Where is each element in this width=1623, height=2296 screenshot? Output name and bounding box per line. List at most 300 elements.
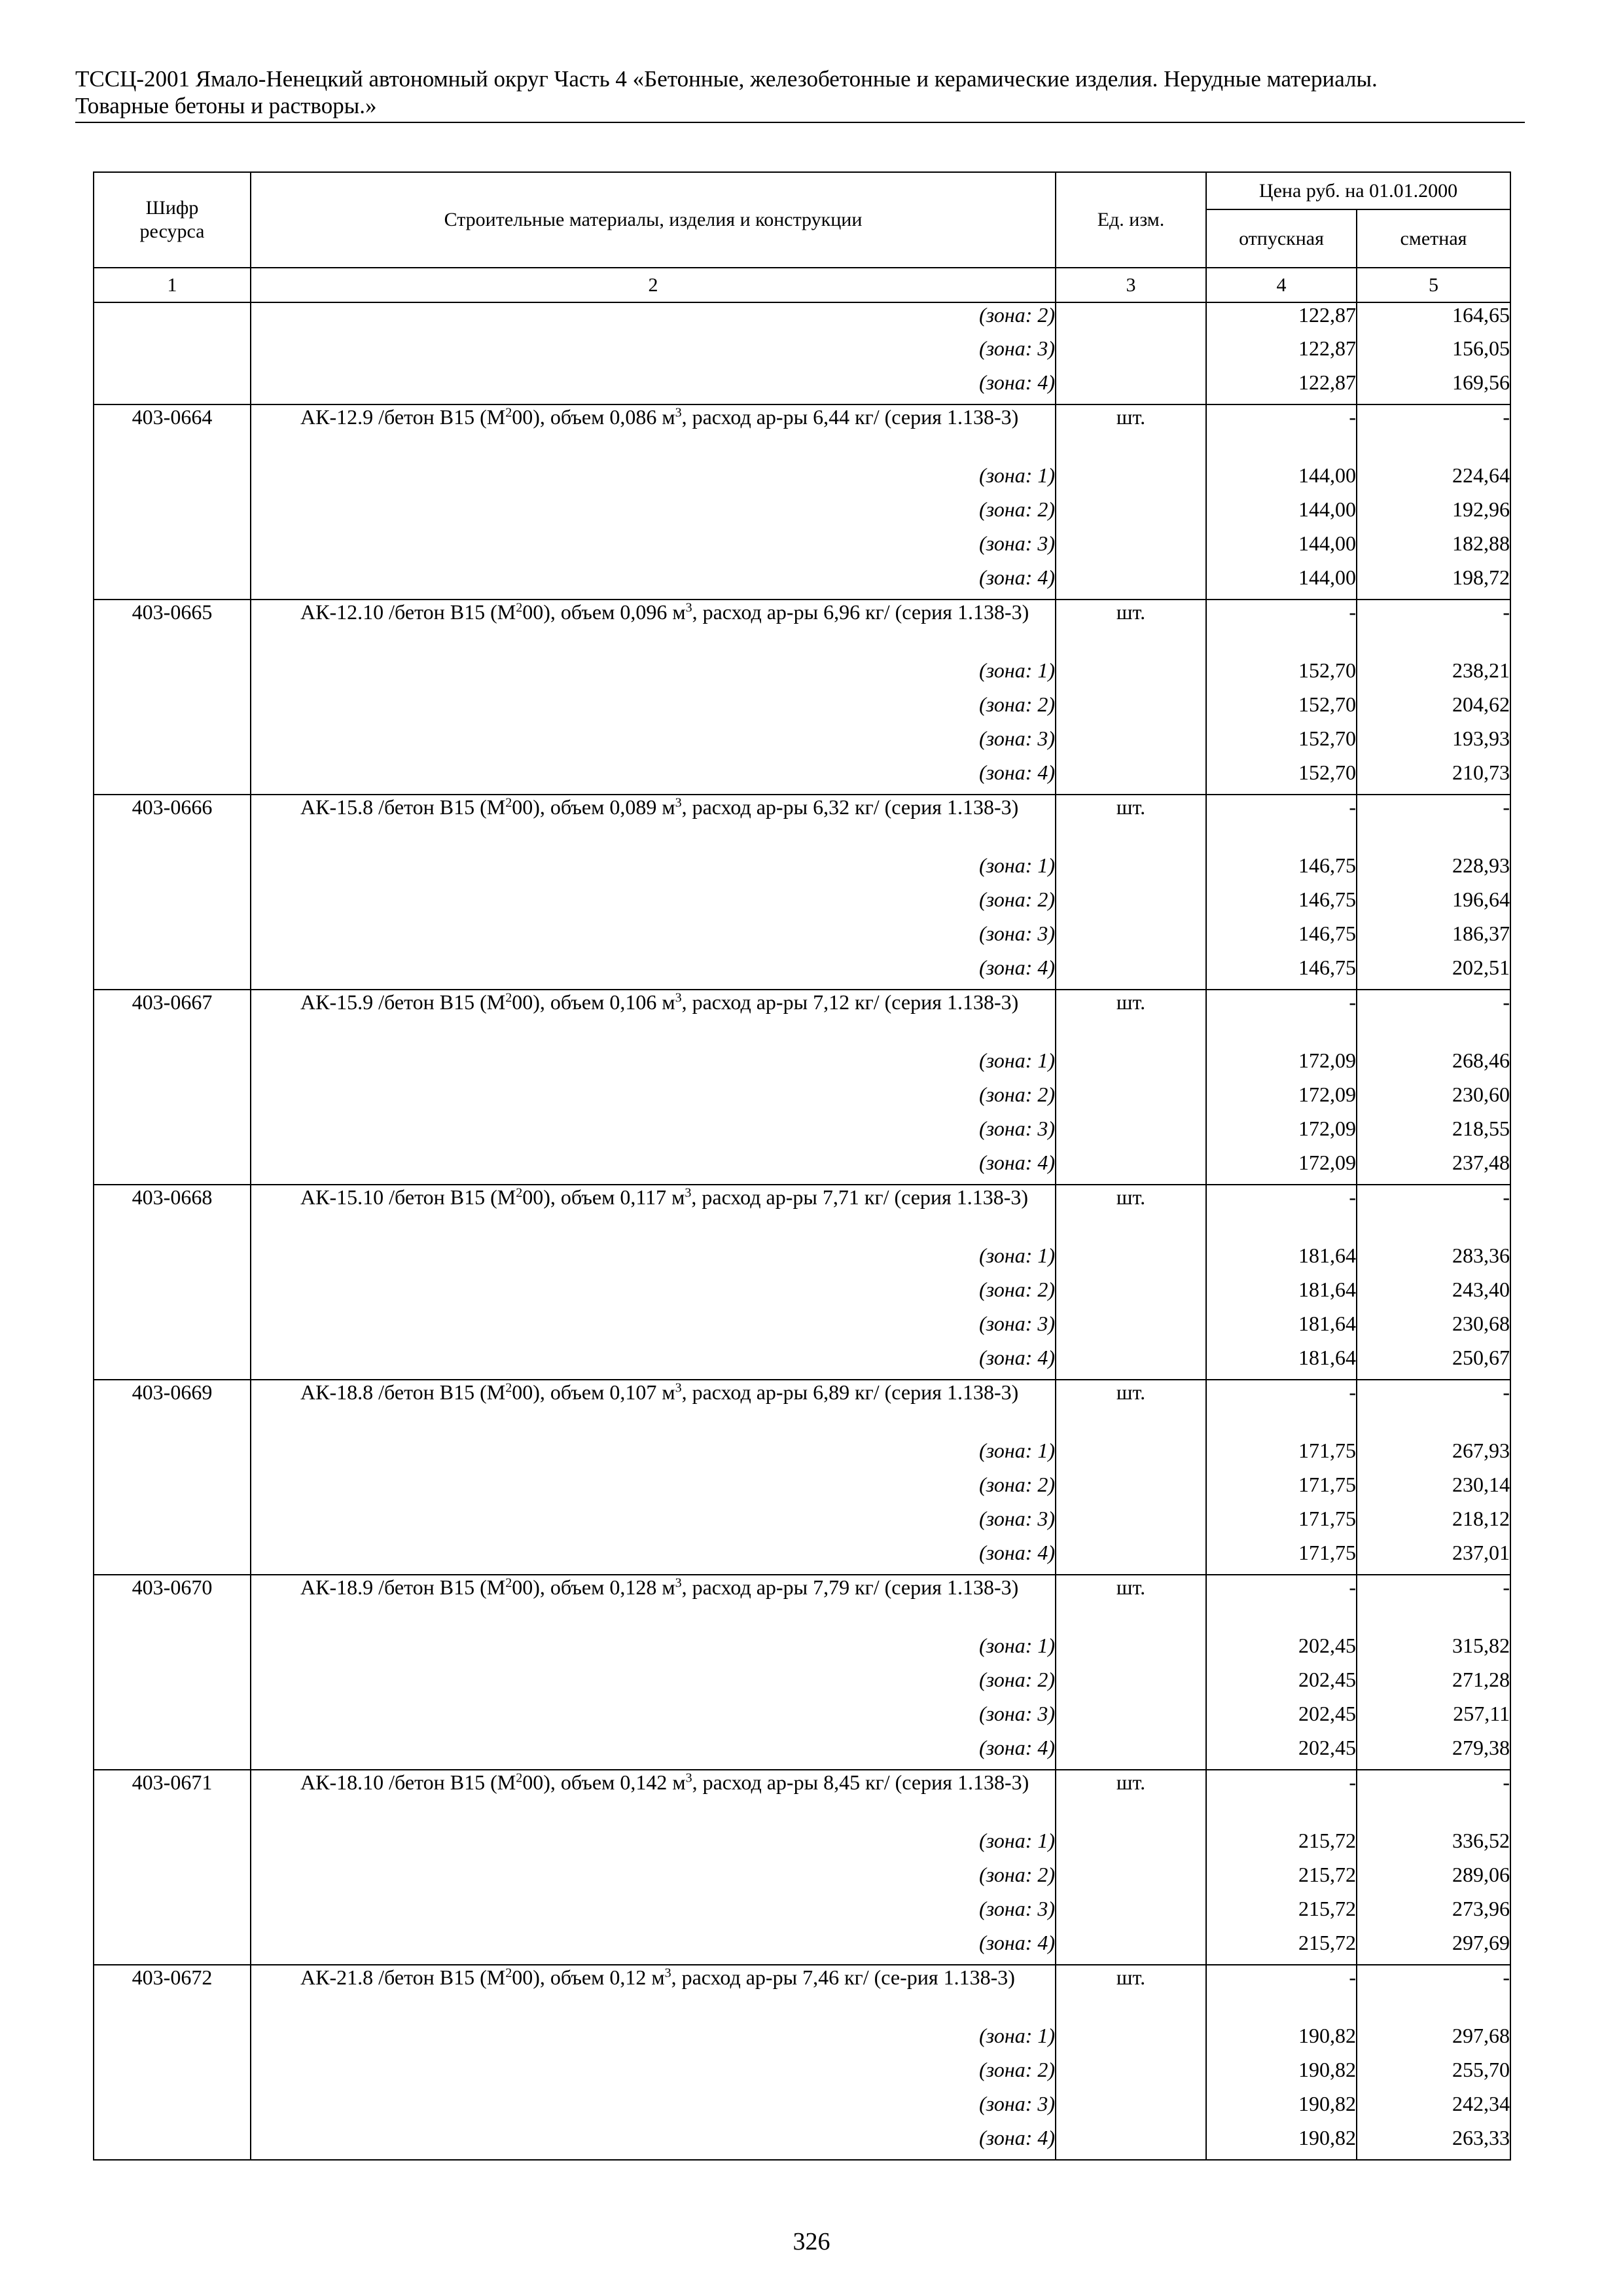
resource-code: 403-0672: [94, 1965, 251, 2024]
zone-row: [94, 692, 1510, 726]
zone-label: (зона: 3): [251, 922, 1056, 956]
item-title-text: 00), объем 0,089 м: [512, 795, 675, 819]
zone-label: (зона: 3): [251, 336, 1056, 370]
code-cell-empty: [94, 1346, 251, 1380]
superscript: 2: [505, 1965, 512, 1981]
superscript: 2: [516, 600, 523, 615]
zone-row: [94, 1473, 1510, 1507]
release-price: 215,72: [1206, 1829, 1357, 1863]
item-title-text: 00), объем 0,128 м: [512, 1575, 675, 1599]
item-description: [251, 990, 1056, 1049]
zone-row: [94, 658, 1510, 692]
superscript: 2: [505, 795, 512, 810]
release-price: 181,64: [1206, 1244, 1357, 1278]
zone-row: [94, 1541, 1510, 1575]
zone-label: (зона: 4): [251, 565, 1056, 600]
zone-row: [94, 1863, 1510, 1897]
item-description: [251, 404, 1056, 463]
unit-cell-empty: [1056, 1049, 1206, 1083]
code-cell-empty: [94, 302, 251, 336]
release-price: 152,70: [1206, 692, 1357, 726]
zone-label: (зона: 4): [251, 956, 1056, 990]
zone-label: (зона: 2): [251, 1668, 1056, 1702]
zone-label: (зона: 1): [251, 1634, 1056, 1668]
zone-label: (зона: 4): [251, 370, 1056, 404]
release-price: 171,75: [1206, 1439, 1357, 1473]
estimate-price: 255,70: [1357, 2058, 1510, 2092]
header-line-2: Товарные бетоны и растворы.»: [75, 93, 377, 118]
estimate-price: 257,11: [1357, 1702, 1510, 1736]
zone-row: [94, 726, 1510, 761]
resource-code: 403-0667: [94, 990, 251, 1049]
unit-cell-empty: [1056, 692, 1206, 726]
release-price: 172,09: [1206, 1049, 1357, 1083]
zone-label: (зона: 4): [251, 1541, 1056, 1575]
unit-cell-empty: [1056, 370, 1206, 404]
item-title-text: 00), объем 0,086 м: [512, 405, 675, 429]
item-title-text: , расход ар-ры 6,44 кг/ (серия 1.138-3): [681, 405, 1019, 429]
zone-row: [94, 2058, 1510, 2092]
header-line-1: ТССЦ-2001 Ямало-Ненецкий автономный округ Часть 4 «Бетонные, железобетонные и керамические изделия. Нерудные материалы.: [75, 66, 1378, 92]
code-cell-empty: [94, 922, 251, 956]
code-cell-empty: [94, 726, 251, 761]
item-title-text: , расход ар-ры 7,79 кг/ (серия 1.138-3): [681, 1575, 1019, 1599]
superscript: 3: [675, 405, 682, 420]
code-cell-empty: [94, 956, 251, 990]
unit-of-measure: шт.: [1056, 600, 1206, 658]
release-price: 190,82: [1206, 2058, 1357, 2092]
superscript: 3: [685, 1185, 692, 1200]
zone-row: [94, 1897, 1510, 1931]
release-price: -: [1206, 600, 1357, 658]
estimate-price: 164,65: [1357, 302, 1510, 336]
code-cell-empty: [94, 1634, 251, 1668]
zone-label: (зона: 2): [251, 888, 1056, 922]
estimate-price: 268,46: [1357, 1049, 1510, 1083]
unit-cell-empty: [1056, 2126, 1206, 2160]
item-description: [251, 1965, 1056, 2024]
item-title-text: АК-12.9 /бетон В15 (М: [300, 405, 506, 429]
code-cell-empty: [94, 370, 251, 404]
header-estimate: сметная: [1357, 209, 1510, 268]
zone-row: [94, 302, 1510, 336]
item-title-text: АК-18.8 /бетон В15 (М: [300, 1380, 506, 1404]
zone-label: (зона: 4): [251, 1151, 1056, 1185]
unit-of-measure: шт.: [1056, 1380, 1206, 1439]
zone-row: [94, 761, 1510, 795]
item-title: [251, 1380, 1055, 1405]
unit-of-measure: шт.: [1056, 990, 1206, 1049]
estimate-price: -: [1357, 404, 1510, 463]
item-row: [94, 1575, 1510, 1634]
estimate-price: -: [1357, 795, 1510, 853]
estimate-price: 230,14: [1357, 1473, 1510, 1507]
superscript: 2: [505, 1575, 512, 1590]
release-price: 171,75: [1206, 1507, 1357, 1541]
item-title: [251, 600, 1055, 624]
unit-cell-empty: [1056, 761, 1206, 795]
superscript: 3: [675, 1380, 682, 1395]
release-price: 202,45: [1206, 1634, 1357, 1668]
item-title: [251, 795, 1055, 819]
release-price: 144,00: [1206, 565, 1357, 600]
estimate-price: 169,56: [1357, 370, 1510, 404]
header-unit: Ед. изм.: [1056, 172, 1206, 268]
item-title-text: , расход ар-ры 6,96 кг/ (серия 1.138-3): [692, 600, 1029, 624]
release-price: 144,00: [1206, 463, 1357, 497]
table-body: [94, 302, 1510, 2160]
estimate-price: 230,60: [1357, 1083, 1510, 1117]
code-cell-empty: [94, 1507, 251, 1541]
header-price: Цена руб. на 01.01.2000: [1206, 172, 1510, 209]
release-price: 171,75: [1206, 1473, 1357, 1507]
estimate-price: -: [1357, 1575, 1510, 1634]
superscript: 3: [685, 1770, 692, 1785]
release-price: 144,00: [1206, 497, 1357, 531]
code-cell-empty: [94, 1049, 251, 1083]
item-title: [251, 1575, 1055, 1600]
item-title: [251, 1185, 1055, 1210]
estimate-price: 267,93: [1357, 1439, 1510, 1473]
code-cell-empty: [94, 1083, 251, 1117]
superscript: 2: [516, 1770, 523, 1785]
item-description: [251, 1185, 1056, 1244]
estimate-price: 283,36: [1357, 1244, 1510, 1278]
zone-label: (зона: 2): [251, 1083, 1056, 1117]
release-price: 146,75: [1206, 888, 1357, 922]
unit-cell-empty: [1056, 1473, 1206, 1507]
code-cell-empty: [94, 1863, 251, 1897]
column-number: 5: [1357, 268, 1510, 302]
zone-label: (зона: 2): [251, 1278, 1056, 1312]
item-title-text: АК-12.10 /бетон В15 (М: [300, 600, 516, 624]
release-price: 181,64: [1206, 1346, 1357, 1380]
resource-code: 403-0668: [94, 1185, 251, 1244]
code-cell-empty: [94, 888, 251, 922]
code-cell-empty: [94, 1312, 251, 1346]
unit-cell-empty: [1056, 2092, 1206, 2126]
estimate-price: 289,06: [1357, 1863, 1510, 1897]
item-title-text: АК-15.10 /бетон В15 (М: [300, 1185, 516, 1209]
release-price: 215,72: [1206, 1931, 1357, 1965]
unit-cell-empty: [1056, 1931, 1206, 1965]
resource-code: 403-0664: [94, 404, 251, 463]
unit-cell-empty: [1056, 1507, 1206, 1541]
code-cell-empty: [94, 1829, 251, 1863]
release-price: -: [1206, 1575, 1357, 1634]
release-price: 122,87: [1206, 336, 1357, 370]
estimate-price: -: [1357, 1185, 1510, 1244]
zone-label: (зона: 2): [251, 1473, 1056, 1507]
item-title-text: , расход ар-ры 6,32 кг/ (серия 1.138-3): [681, 795, 1019, 819]
estimate-price: 336,52: [1357, 1829, 1510, 1863]
column-number: 2: [251, 268, 1056, 302]
zone-row: [94, 956, 1510, 990]
estimate-price: -: [1357, 1770, 1510, 1829]
estimate-price: -: [1357, 600, 1510, 658]
zone-row: [94, 1439, 1510, 1473]
unit-cell-empty: [1056, 1736, 1206, 1770]
unit-cell-empty: [1056, 302, 1206, 336]
code-cell-empty: [94, 2126, 251, 2160]
zone-label: (зона: 3): [251, 531, 1056, 565]
page-number: 326: [793, 2228, 830, 2255]
unit-of-measure: шт.: [1056, 795, 1206, 853]
release-price: 190,82: [1206, 2024, 1357, 2058]
unit-cell-empty: [1056, 1863, 1206, 1897]
code-cell-empty: [94, 531, 251, 565]
unit-of-measure: шт.: [1056, 1575, 1206, 1634]
item-description: [251, 1380, 1056, 1439]
zone-label: (зона: 4): [251, 1736, 1056, 1770]
item-description: [251, 600, 1056, 658]
unit-cell-empty: [1056, 1439, 1206, 1473]
estimate-price: 250,67: [1357, 1346, 1510, 1380]
zone-label: (зона: 3): [251, 2092, 1056, 2126]
zone-row: [94, 2126, 1510, 2160]
code-cell-empty: [94, 658, 251, 692]
release-price: 172,09: [1206, 1083, 1357, 1117]
zone-row: [94, 1049, 1510, 1083]
code-cell-empty: [94, 1439, 251, 1473]
zone-label: (зона: 2): [251, 302, 1056, 336]
zone-label: (зона: 2): [251, 1863, 1056, 1897]
code-cell-empty: [94, 1931, 251, 1965]
zone-row: [94, 2092, 1510, 2126]
estimate-price: 182,88: [1357, 531, 1510, 565]
unit-cell-empty: [1056, 2024, 1206, 2058]
unit-cell-empty: [1056, 2058, 1206, 2092]
unit-of-measure: шт.: [1056, 1965, 1206, 2024]
header-code: Шифр ресурса: [94, 172, 251, 268]
estimate-price: 198,72: [1357, 565, 1510, 600]
zone-row: [94, 1634, 1510, 1668]
release-price: 215,72: [1206, 1863, 1357, 1897]
zone-label: (зона: 4): [251, 1346, 1056, 1380]
item-title-text: 00), объем 0,117 м: [522, 1185, 685, 1209]
zone-label: (зона: 1): [251, 2024, 1056, 2058]
zone-label: (зона: 4): [251, 1931, 1056, 1965]
unit-cell-empty: [1056, 1702, 1206, 1736]
item-row: [94, 404, 1510, 463]
item-description: [251, 795, 1056, 853]
estimate-price: 230,68: [1357, 1312, 1510, 1346]
zone-row: [94, 1346, 1510, 1380]
unit-cell-empty: [1056, 463, 1206, 497]
code-cell-empty: [94, 692, 251, 726]
code-cell-empty: [94, 2092, 251, 2126]
zone-row: [94, 1829, 1510, 1863]
resource-code: 403-0670: [94, 1575, 251, 1634]
zone-row: [94, 565, 1510, 600]
estimate-price: -: [1357, 1965, 1510, 2024]
item-description: [251, 1575, 1056, 1634]
estimate-price: 315,82: [1357, 1634, 1510, 1668]
release-price: 152,70: [1206, 658, 1357, 692]
item-title-text: 00), объем 0,107 м: [512, 1380, 675, 1404]
item-row: [94, 1380, 1510, 1439]
release-price: 152,70: [1206, 726, 1357, 761]
zone-label: (зона: 3): [251, 1897, 1056, 1931]
superscript: 2: [505, 405, 512, 420]
item-row: [94, 795, 1510, 853]
code-cell-empty: [94, 1278, 251, 1312]
estimate-price: 204,62: [1357, 692, 1510, 726]
zone-row: [94, 1278, 1510, 1312]
unit-cell-empty: [1056, 922, 1206, 956]
zone-label: (зона: 1): [251, 658, 1056, 692]
zone-label: (зона: 4): [251, 761, 1056, 795]
zone-label: (зона: 1): [251, 1244, 1056, 1278]
unit-cell-empty: [1056, 1117, 1206, 1151]
zone-label: (зона: 1): [251, 1439, 1056, 1473]
superscript: 3: [675, 795, 682, 810]
unit-cell-empty: [1056, 1151, 1206, 1185]
zone-label: (зона: 2): [251, 692, 1056, 726]
estimate-price: 243,40: [1357, 1278, 1510, 1312]
code-cell-empty: [94, 463, 251, 497]
estimate-price: -: [1357, 1380, 1510, 1439]
release-price: 181,64: [1206, 1278, 1357, 1312]
zone-label: (зона: 1): [251, 463, 1056, 497]
release-price: 152,70: [1206, 761, 1357, 795]
document-header: [75, 65, 1525, 119]
unit-cell-empty: [1056, 1829, 1206, 1863]
zone-label: (зона: 1): [251, 853, 1056, 888]
item-title-text: 00), объем 0,142 м: [522, 1770, 686, 1794]
unit-cell-empty: [1056, 1083, 1206, 1117]
item-title-text: АК-21.8 /бетон В15 (М: [300, 1965, 506, 1989]
item-title: [251, 990, 1055, 1014]
estimate-price: 271,28: [1357, 1668, 1510, 1702]
estimate-price: 218,55: [1357, 1117, 1510, 1151]
release-price: -: [1206, 1380, 1357, 1439]
code-cell-empty: [94, 1151, 251, 1185]
item-title-text: АК-18.10 /бетон В15 (М: [300, 1770, 516, 1794]
superscript: 2: [516, 1185, 523, 1200]
zone-label: (зона: 3): [251, 1507, 1056, 1541]
release-price: 146,75: [1206, 922, 1357, 956]
unit-cell-empty: [1056, 658, 1206, 692]
unit-cell-empty: [1056, 1541, 1206, 1575]
resource-code: 403-0665: [94, 600, 251, 658]
zone-row: [94, 1117, 1510, 1151]
zone-row: [94, 1244, 1510, 1278]
release-price: 202,45: [1206, 1702, 1357, 1736]
unit-cell-empty: [1056, 1244, 1206, 1278]
release-price: -: [1206, 404, 1357, 463]
estimate-price: 224,64: [1357, 463, 1510, 497]
estimate-price: 242,34: [1357, 2092, 1510, 2126]
code-cell-empty: [94, 1668, 251, 1702]
superscript: 3: [685, 600, 692, 615]
release-price: 172,09: [1206, 1117, 1357, 1151]
estimate-price: 196,64: [1357, 888, 1510, 922]
estimate-price: 192,96: [1357, 497, 1510, 531]
estimate-price: 297,69: [1357, 1931, 1510, 1965]
release-price: -: [1206, 990, 1357, 1049]
unit-cell-empty: [1056, 853, 1206, 888]
estimate-price: 263,33: [1357, 2126, 1510, 2160]
estimate-price: 156,05: [1357, 336, 1510, 370]
zone-label: (зона: 3): [251, 726, 1056, 761]
code-cell-empty: [94, 336, 251, 370]
item-title-text: , расход ар-ры 7,12 кг/ (серия 1.138-3): [681, 990, 1019, 1014]
estimate-price: 279,38: [1357, 1736, 1510, 1770]
release-price: 171,75: [1206, 1541, 1357, 1575]
item-title-text: , расход ар-ры 6,89 кг/ (серия 1.138-3): [681, 1380, 1019, 1404]
item-description: [251, 1770, 1056, 1829]
release-price: -: [1206, 1770, 1357, 1829]
item-title-text: 00), объем 0,12 м: [512, 1965, 665, 1989]
code-cell-empty: [94, 761, 251, 795]
unit-cell-empty: [1056, 1278, 1206, 1312]
zone-label: (зона: 3): [251, 1702, 1056, 1736]
unit-cell-empty: [1056, 726, 1206, 761]
estimate-price: 297,68: [1357, 2024, 1510, 2058]
release-price: 202,45: [1206, 1668, 1357, 1702]
zone-label: (зона: 3): [251, 1312, 1056, 1346]
resource-code: 403-0671: [94, 1770, 251, 1829]
release-price: -: [1206, 1965, 1357, 2024]
estimate-price: 273,96: [1357, 1897, 1510, 1931]
estimate-price: 210,73: [1357, 761, 1510, 795]
zone-row: [94, 922, 1510, 956]
item-title-text: 00), объем 0,096 м: [522, 600, 686, 624]
item-title-text: АК-15.8 /бетон В15 (М: [300, 795, 506, 819]
item-title-text: АК-15.9 /бетон В15 (М: [300, 990, 506, 1014]
code-cell-empty: [94, 1244, 251, 1278]
item-title: [251, 405, 1055, 429]
zone-row: [94, 1151, 1510, 1185]
zone-label: (зона: 1): [251, 1049, 1056, 1083]
zone-label: (зона: 2): [251, 497, 1056, 531]
zone-row: [94, 463, 1510, 497]
zone-row: [94, 2024, 1510, 2058]
code-cell-empty: [94, 2024, 251, 2058]
code-cell-empty: [94, 2058, 251, 2092]
estimate-price: 238,21: [1357, 658, 1510, 692]
code-cell-empty: [94, 1897, 251, 1931]
estimate-price: 186,37: [1357, 922, 1510, 956]
zone-row: [94, 888, 1510, 922]
estimate-price: 237,01: [1357, 1541, 1510, 1575]
superscript: 2: [505, 1380, 512, 1395]
column-number: 4: [1206, 268, 1357, 302]
unit-cell-empty: [1056, 531, 1206, 565]
zone-row: [94, 853, 1510, 888]
item-title: [251, 1965, 1055, 1990]
code-cell-empty: [94, 497, 251, 531]
unit-cell-empty: [1056, 497, 1206, 531]
item-row: [94, 990, 1510, 1049]
estimate-price: 193,93: [1357, 726, 1510, 761]
unit-of-measure: шт.: [1056, 1770, 1206, 1829]
price-table: [93, 171, 1511, 2161]
superscript: 3: [675, 990, 682, 1005]
estimate-price: -: [1357, 990, 1510, 1049]
release-price: 172,09: [1206, 1151, 1357, 1185]
item-title: [251, 1770, 1055, 1795]
item-title-text: 00), объем 0,106 м: [512, 990, 675, 1014]
item-row: [94, 1965, 1510, 2024]
release-price: 122,87: [1206, 302, 1357, 336]
release-price: 181,64: [1206, 1312, 1357, 1346]
column-number: 1: [94, 268, 251, 302]
code-cell-empty: [94, 1473, 251, 1507]
superscript: 2: [505, 990, 512, 1005]
zone-row: [94, 1931, 1510, 1965]
